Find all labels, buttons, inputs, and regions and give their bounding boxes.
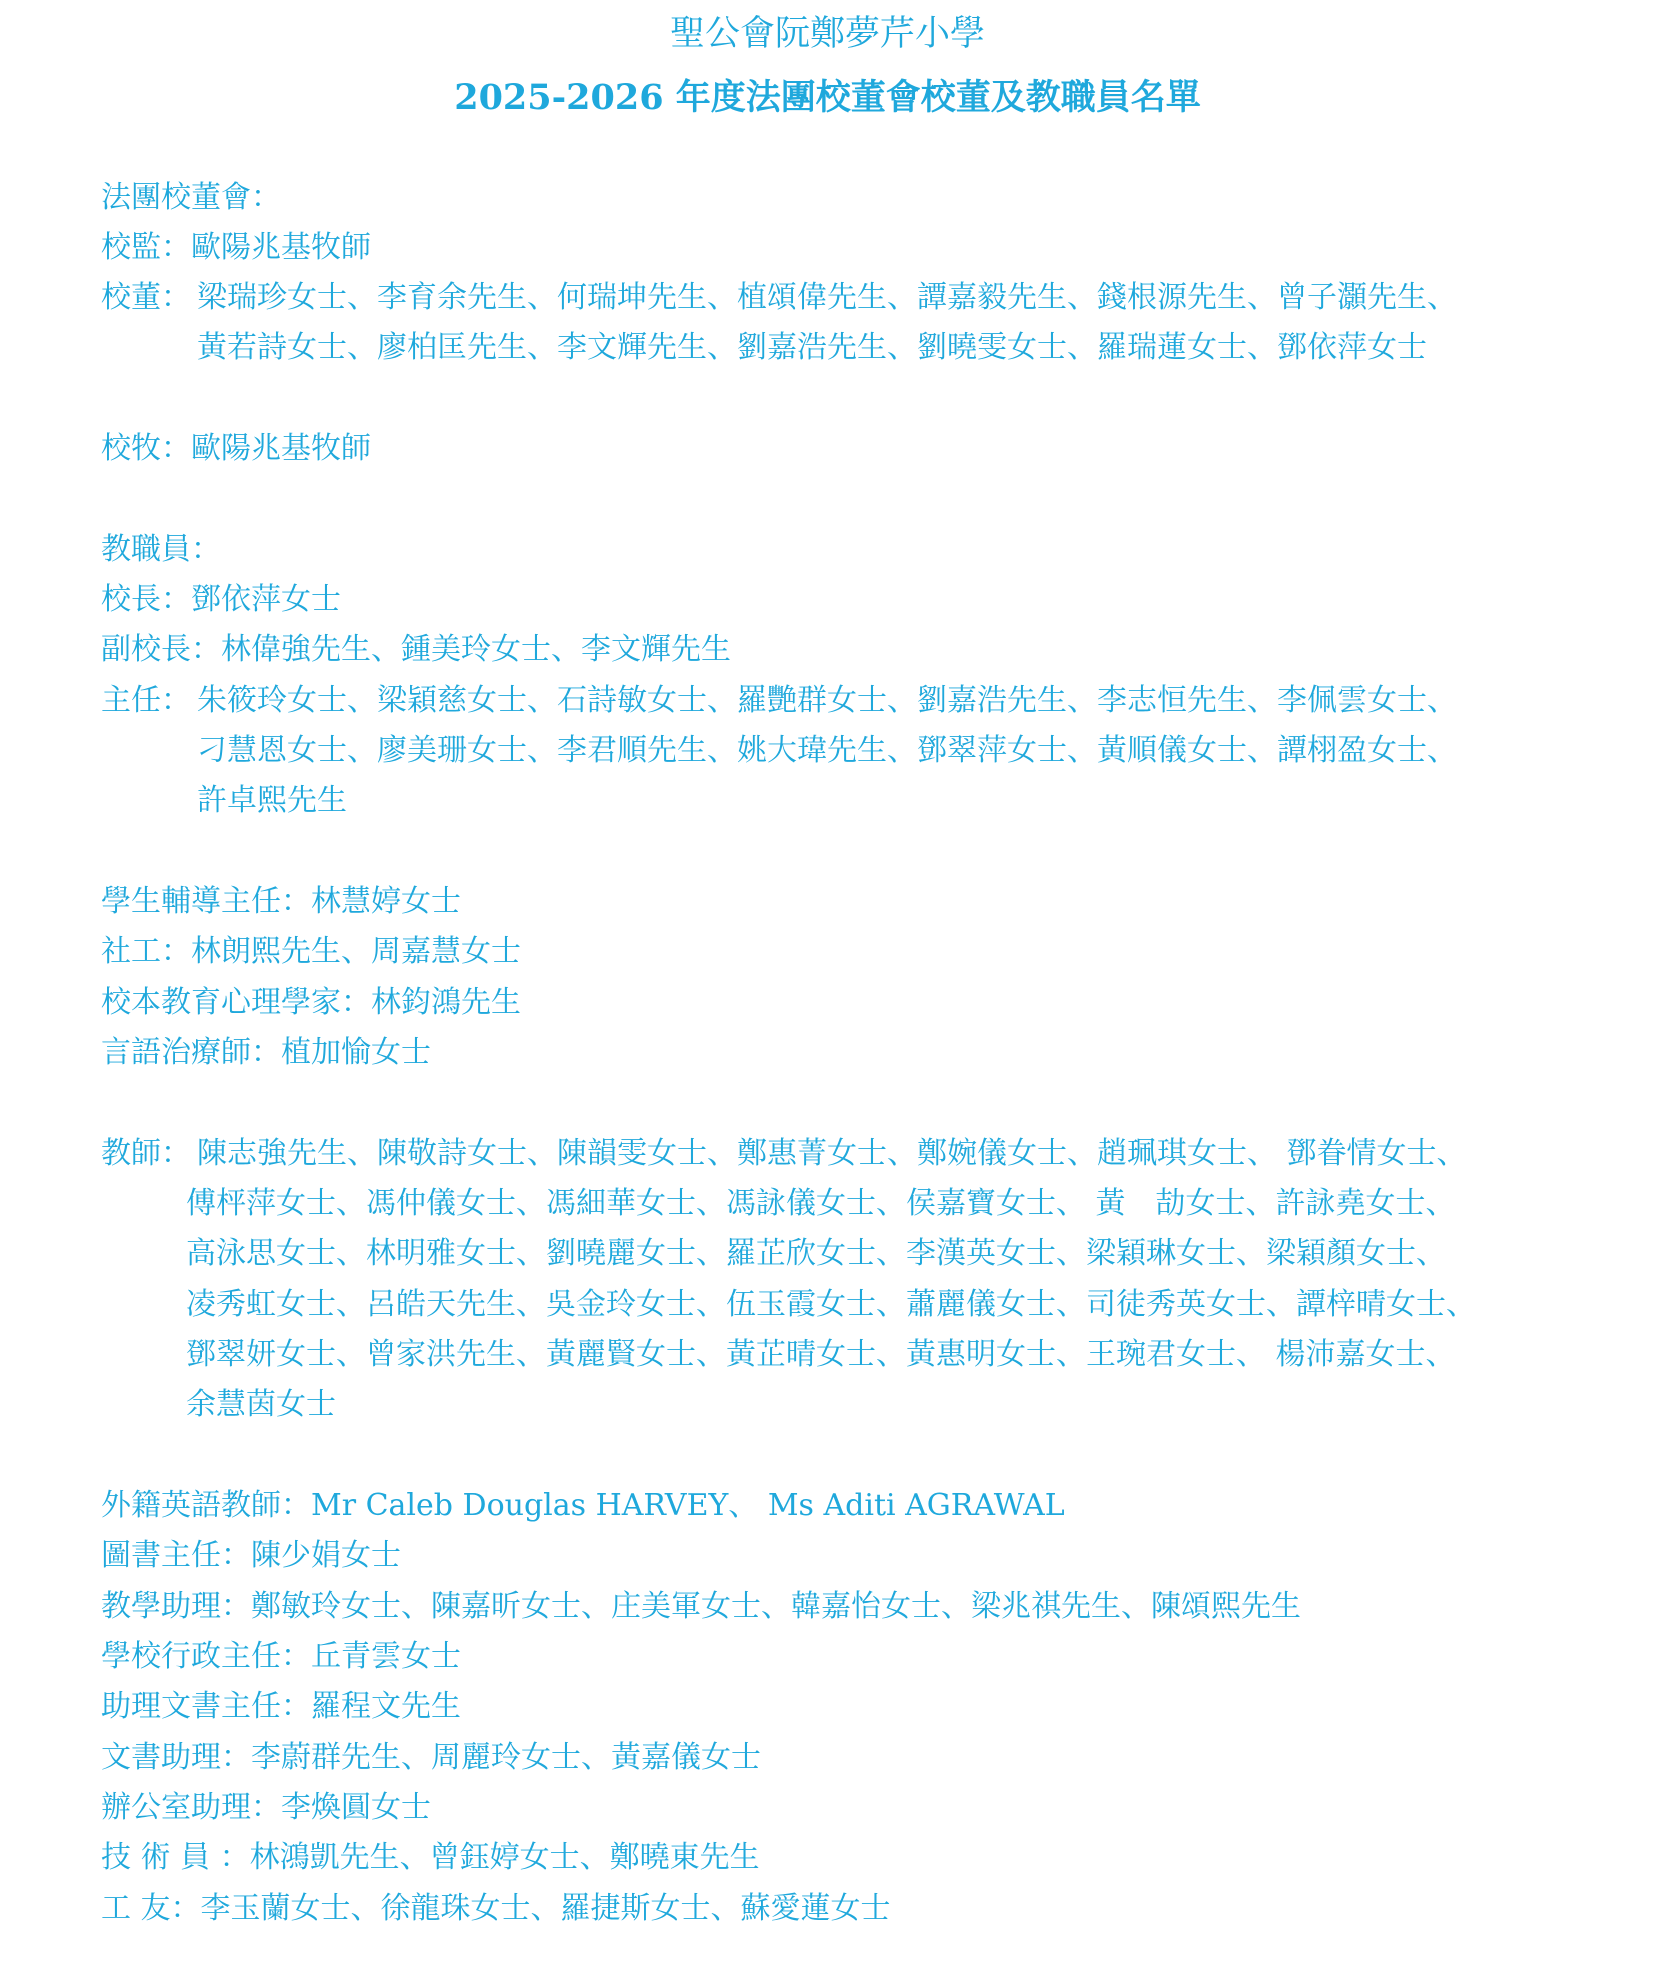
psychologist-row: [101, 983, 521, 1023]
assistant-clerk-value: 羅程文先生: [311, 1689, 461, 1724]
guidance-row: [101, 882, 461, 922]
supervisor-row: [101, 228, 371, 268]
chaplain-label: 校牧：: [101, 431, 191, 466]
net-row: [101, 1486, 1065, 1526]
library-label: 圖書主任：: [101, 1538, 251, 1573]
janitor-row: [101, 1889, 891, 1929]
office-assistant-row: [101, 1788, 431, 1828]
document-title: 2025-2026 年度法團校董會校董及教職員名單: [454, 77, 1201, 118]
heads-line-1: 朱筱玲女士、梁穎慈女士、石詩敏女士、羅艷群女士、劉嘉浩先生、李志恒先生、李佩雲女士、: [197, 683, 1457, 718]
teachers-line-3: 高泳思女士、林明雅女士、劉曉麗女士、羅芷欣女士、李漢英女士、梁穎琳女士、梁穎顏女士、: [186, 1236, 1446, 1271]
net-value: Mr Caleb Douglas HARVEY、 Ms Aditi AGRAWAL: [311, 1488, 1065, 1523]
clerk-label: 文書助理：: [101, 1740, 251, 1775]
chaplain-row: [101, 429, 371, 469]
library-value: 陳少娟女士: [251, 1538, 401, 1573]
managers-label: 校董：: [101, 280, 191, 315]
admin-officer-value: 丘青雲女士: [311, 1639, 461, 1674]
board-heading: 法團校董會：: [101, 180, 281, 215]
speech-therapist-row: [101, 1033, 431, 1073]
guidance-value: 林慧婷女士: [311, 884, 461, 919]
staff-heading: 教職員：: [101, 532, 221, 567]
vice-principal-value: 林偉強先生、鍾美玲女士、李文輝先生: [221, 632, 731, 667]
net-label: 外籍英語教師：: [101, 1488, 311, 1523]
office-assistant-label: 辦公室助理：: [101, 1790, 281, 1825]
social-worker-label: 社工：: [101, 934, 191, 969]
vice-principal-label: 副校長：: [101, 632, 221, 667]
supervisor-label: 校監：: [101, 230, 191, 265]
admin-officer-row: [101, 1637, 461, 1677]
social-worker-row: [101, 932, 521, 972]
vice-principal-row: [101, 630, 731, 670]
school-name: 聖公會阮鄭夢芹小學: [669, 14, 985, 54]
teachers-line-2: 傅枰萍女士、馮仲儀女士、馮細華女士、馮詠儀女士、侯嘉寶女士、 黃 劼女士、許詠堯女士、: [186, 1186, 1456, 1221]
technician-row: [101, 1838, 760, 1878]
teaching-assistant-value: 鄭敏玲女士、陳嘉昕女士、庄美軍女士、韓嘉怡女士、梁兆祺先生、陳頌熙先生: [251, 1589, 1301, 1624]
managers-line-1: 梁瑞珍女士、李育余先生、何瑞坤先生、植頌偉先生、譚嘉毅先生、錢根源先生、曾子灝先生、: [197, 280, 1457, 315]
teachers-label: 教師：: [101, 1136, 191, 1171]
speech-therapist-value: 植加愉女士: [281, 1035, 431, 1070]
clerk-row: [101, 1738, 761, 1778]
teachers-line-1: 陳志強先生、陳敬詩女士、陳韻雯女士、鄭惠菁女士、鄭婉儀女士、趙珮琪女士、 鄧眷情女士、: [197, 1136, 1467, 1171]
admin-officer-label: 學校行政主任：: [101, 1639, 311, 1674]
supervisor-value: 歐陽兆基牧師: [191, 230, 371, 265]
teachers-line-6: 余慧茵女士: [186, 1387, 336, 1422]
technician-value: 林鴻凱先生、曾鈺婷女士、鄭曉東先生: [249, 1840, 760, 1875]
psychologist-value: 林鈞鴻先生: [371, 985, 521, 1020]
library-row: [101, 1536, 401, 1576]
psychologist-label: 校本教育心理學家：: [101, 985, 371, 1020]
assistant-clerk-row: [101, 1687, 461, 1727]
janitor-value: 李玉蘭女士、徐龍珠女士、羅捷斯女士、蘇愛蓮女士: [200, 1891, 891, 1926]
guidance-label: 學生輔導主任：: [101, 884, 311, 919]
heads-line-2: 刁慧恩女士、廖美珊女士、李君順先生、姚大瑋先生、鄧翠萍女士、黃順儀女士、譚栩盈女士、: [197, 733, 1457, 768]
assistant-clerk-label: 助理文書主任：: [101, 1689, 311, 1724]
office-assistant-value: 李煥圓女士: [281, 1790, 431, 1825]
teachers-line-4: 凌秀虹女士、呂皓天先生、吳金玲女士、伍玉霞女士、蕭麗儀女士、司徒秀英女士、譚梓晴女士、: [186, 1287, 1476, 1322]
managers-line-2: 黃若詩女士、廖柏匡先生、李文輝先生、劉嘉浩先生、劉曉雯女士、羅瑞蓮女士、鄧依萍女士: [197, 330, 1427, 365]
janitor-label: 工 友：: [101, 1891, 201, 1926]
teachers-line-5: 鄧翠妍女士、曾家洪先生、黃麗賢女士、黃芷晴女士、黃惠明女士、王琬君女士、 楊沛嘉女士、: [186, 1337, 1456, 1372]
technician-label: 技 術 員 ：: [101, 1840, 250, 1875]
heads-label: 主任：: [101, 683, 191, 718]
chaplain-value: 歐陽兆基牧師: [191, 431, 371, 466]
clerk-value: 李蔚群先生、周麗玲女士、黃嘉儀女士: [251, 1740, 761, 1775]
principal-row: [101, 580, 341, 620]
social-worker-value: 林朗熙先生、周嘉慧女士: [191, 934, 521, 969]
heads-line-3: 許卓熙先生: [197, 783, 347, 818]
principal-label: 校長：: [101, 582, 191, 617]
teaching-assistant-label: 教學助理：: [101, 1589, 251, 1624]
speech-therapist-label: 言語治療師：: [101, 1035, 281, 1070]
principal-value: 鄧依萍女士: [191, 582, 341, 617]
teaching-assistant-row: [101, 1587, 1301, 1627]
